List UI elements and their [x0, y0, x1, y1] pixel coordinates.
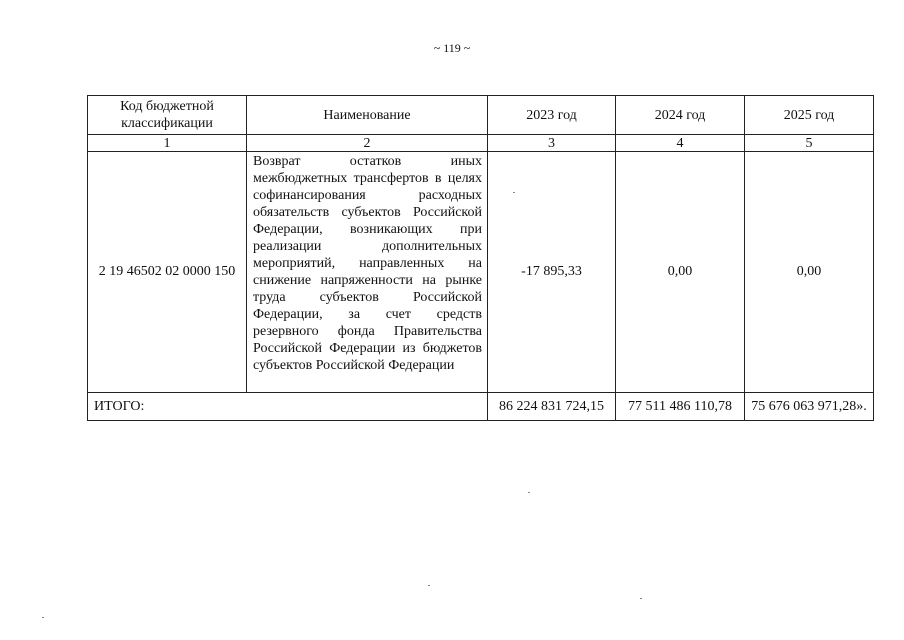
total-2023: 86 224 831 724,15	[488, 393, 616, 421]
value-2023-cell: -17 895,33	[488, 152, 616, 393]
column-number: 5	[745, 135, 874, 152]
scan-speck	[513, 192, 515, 193]
budget-table	[87, 95, 874, 421]
column-number: 3	[488, 135, 616, 152]
scan-speck	[528, 492, 530, 493]
value-2025-cell: 0,00	[745, 152, 874, 393]
scan-speck	[640, 598, 642, 599]
header-2023: 2023 год	[488, 96, 616, 135]
table-row	[88, 152, 874, 393]
total-label: ИТОГО:	[88, 393, 488, 421]
header-name: Наименование	[247, 96, 488, 135]
header-2024: 2024 год	[616, 96, 745, 135]
header-row	[88, 96, 874, 135]
total-2025: 75 676 063 971,28».	[745, 393, 874, 421]
column-number: 4	[616, 135, 745, 152]
header-code: Код бюджетной классификации	[88, 96, 247, 135]
total-row	[88, 393, 874, 421]
column-number-row	[88, 135, 874, 152]
column-number: 2	[247, 135, 488, 152]
value-2024-cell: 0,00	[616, 152, 745, 393]
header-2025: 2025 год	[745, 96, 874, 135]
budget-code-cell: 2 19 46502 02 0000 150	[88, 152, 247, 393]
page-number: ~ 119 ~	[433, 41, 471, 55]
item-name-cell: Возврат остатков иных межбюджетных трансфертов в целях софинансирования расходных обязательств субъектов Российской Федерации, возникающих при реализации дополнительных мероприятий, направленных на снижение напряженности на рынке труда субъектов Российской Федерации, за счет средств резервного фонда Правительства Российской Федерации из бюджетов субъектов Российской Федерации	[247, 152, 488, 393]
scan-speck	[428, 585, 430, 586]
scan-speck	[42, 617, 44, 618]
total-2024: 77 511 486 110,78	[616, 393, 745, 421]
column-number: 1	[88, 135, 247, 152]
